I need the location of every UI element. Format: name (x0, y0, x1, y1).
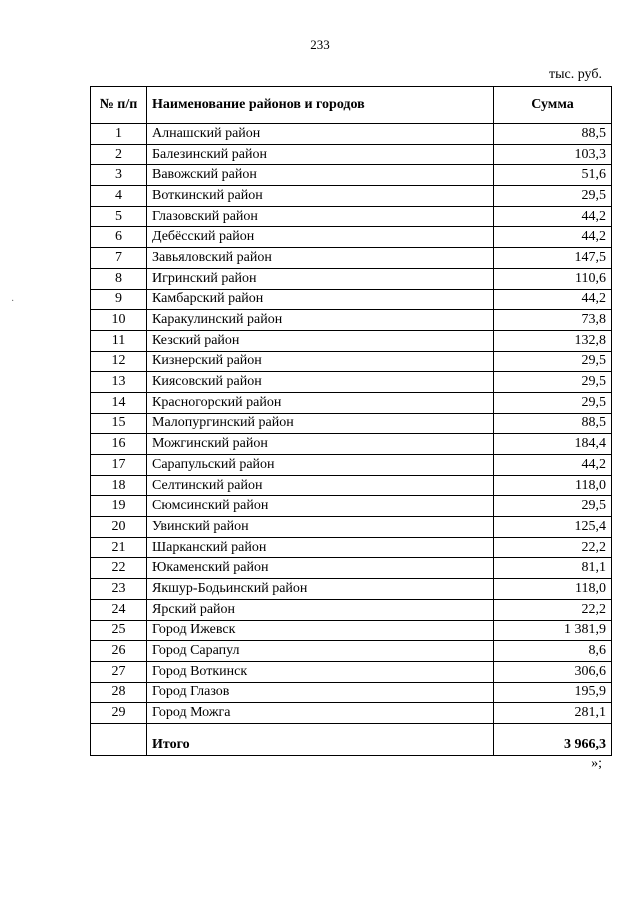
row-sum: 184,4 (494, 434, 612, 455)
header-name: Наименование районов и городов (147, 87, 494, 124)
row-num: 5 (91, 206, 147, 227)
row-num: 19 (91, 496, 147, 517)
row-sum: 88,5 (494, 124, 612, 145)
row-num: 2 (91, 144, 147, 165)
row-num: 9 (91, 289, 147, 310)
row-num: 15 (91, 413, 147, 434)
table-row (91, 372, 612, 393)
row-name: Шарканский район (147, 537, 494, 558)
row-sum: 29,5 (494, 496, 612, 517)
table-row (91, 413, 612, 434)
table-row (91, 682, 612, 703)
row-name: Красногорский район (147, 392, 494, 413)
row-sum: 195,9 (494, 682, 612, 703)
table-row (91, 703, 612, 724)
row-num: 23 (91, 579, 147, 600)
table-row (91, 165, 612, 186)
table-row (91, 351, 612, 372)
table-row (91, 227, 612, 248)
row-name: Увинский район (147, 517, 494, 538)
row-num: 21 (91, 537, 147, 558)
row-name: Камбарский район (147, 289, 494, 310)
row-sum: 29,5 (494, 392, 612, 413)
row-name: Киясовский район (147, 372, 494, 393)
row-sum: 1 381,9 (494, 620, 612, 641)
table-row (91, 330, 612, 351)
row-name: Юкаменский район (147, 558, 494, 579)
row-num: 17 (91, 455, 147, 476)
row-num: 20 (91, 517, 147, 538)
row-name: Вавожский район (147, 165, 494, 186)
row-sum: 103,3 (494, 144, 612, 165)
row-num: 18 (91, 475, 147, 496)
row-num: 29 (91, 703, 147, 724)
row-sum: 44,2 (494, 455, 612, 476)
table-row (91, 206, 612, 227)
row-sum: 132,8 (494, 330, 612, 351)
header-sum: Сумма (494, 87, 612, 124)
row-num: 4 (91, 186, 147, 207)
row-num: 6 (91, 227, 147, 248)
row-name: Кезский район (147, 330, 494, 351)
total-row (91, 723, 612, 755)
row-num: 28 (91, 682, 147, 703)
table-row (91, 620, 612, 641)
row-sum: 22,2 (494, 599, 612, 620)
row-name: Якшур-Бодьинский район (147, 579, 494, 600)
table-body (91, 124, 612, 724)
row-name: Город Ижевск (147, 620, 494, 641)
row-sum: 44,2 (494, 289, 612, 310)
row-sum: 281,1 (494, 703, 612, 724)
table-row (91, 124, 612, 145)
row-name: Город Можга (147, 703, 494, 724)
row-num: 13 (91, 372, 147, 393)
row-sum: 51,6 (494, 165, 612, 186)
row-sum: 73,8 (494, 310, 612, 331)
row-sum: 125,4 (494, 517, 612, 538)
table-row (91, 434, 612, 455)
row-sum: 22,2 (494, 537, 612, 558)
row-sum: 44,2 (494, 206, 612, 227)
table-row (91, 392, 612, 413)
row-sum: 29,5 (494, 372, 612, 393)
stray-mark: · (11, 296, 15, 307)
row-num: 1 (91, 124, 147, 145)
total-label: Итого (147, 723, 494, 755)
row-num: 8 (91, 268, 147, 289)
districts-table (90, 86, 612, 756)
table-row (91, 248, 612, 269)
row-num: 22 (91, 558, 147, 579)
row-num: 27 (91, 661, 147, 682)
row-name: Кизнерский район (147, 351, 494, 372)
table-row (91, 455, 612, 476)
row-num: 7 (91, 248, 147, 269)
row-name: Завьяловский район (147, 248, 494, 269)
table-row (91, 558, 612, 579)
row-num: 16 (91, 434, 147, 455)
table-row (91, 517, 612, 538)
table-row (91, 661, 612, 682)
table-header-row (91, 87, 612, 124)
table-row (91, 268, 612, 289)
table-row (91, 144, 612, 165)
row-sum: 110,6 (494, 268, 612, 289)
row-sum: 306,6 (494, 661, 612, 682)
row-sum: 118,0 (494, 579, 612, 600)
row-num: 25 (91, 620, 147, 641)
table-row (91, 186, 612, 207)
row-name: Балезинский район (147, 144, 494, 165)
row-name: Сюмсинский район (147, 496, 494, 517)
total-num-cell (91, 723, 147, 755)
table-row (91, 496, 612, 517)
row-name: Дебёсский район (147, 227, 494, 248)
table-row (91, 289, 612, 310)
row-sum: 81,1 (494, 558, 612, 579)
closing-quote: »; (591, 756, 602, 771)
row-num: 10 (91, 310, 147, 331)
row-sum: 118,0 (494, 475, 612, 496)
row-name: Глазовский район (147, 206, 494, 227)
header-num: № п/п (91, 87, 147, 124)
row-name: Игринский район (147, 268, 494, 289)
table-row (91, 537, 612, 558)
row-sum: 29,5 (494, 186, 612, 207)
table-row (91, 641, 612, 662)
row-name: Каракулинский район (147, 310, 494, 331)
total-sum: 3 966,3 (494, 723, 612, 755)
row-num: 11 (91, 330, 147, 351)
table-row (91, 579, 612, 600)
table-row (91, 475, 612, 496)
row-name: Селтинский район (147, 475, 494, 496)
row-name: Воткинский район (147, 186, 494, 207)
row-sum: 88,5 (494, 413, 612, 434)
row-name: Город Сарапул (147, 641, 494, 662)
row-name: Город Глазов (147, 682, 494, 703)
row-sum: 29,5 (494, 351, 612, 372)
row-name: Сарапульский район (147, 455, 494, 476)
page-number: 233 (310, 37, 330, 52)
table-row (91, 599, 612, 620)
row-name: Ярский район (147, 599, 494, 620)
row-name: Малопургинский район (147, 413, 494, 434)
row-sum: 147,5 (494, 248, 612, 269)
row-num: 24 (91, 599, 147, 620)
units-label: тыс. руб. (549, 67, 602, 82)
row-num: 14 (91, 392, 147, 413)
row-name: Алнашский район (147, 124, 494, 145)
row-name: Город Воткинск (147, 661, 494, 682)
row-sum: 44,2 (494, 227, 612, 248)
row-num: 12 (91, 351, 147, 372)
row-name: Можгинский район (147, 434, 494, 455)
table-row (91, 310, 612, 331)
row-num: 26 (91, 641, 147, 662)
row-sum: 8,6 (494, 641, 612, 662)
row-num: 3 (91, 165, 147, 186)
